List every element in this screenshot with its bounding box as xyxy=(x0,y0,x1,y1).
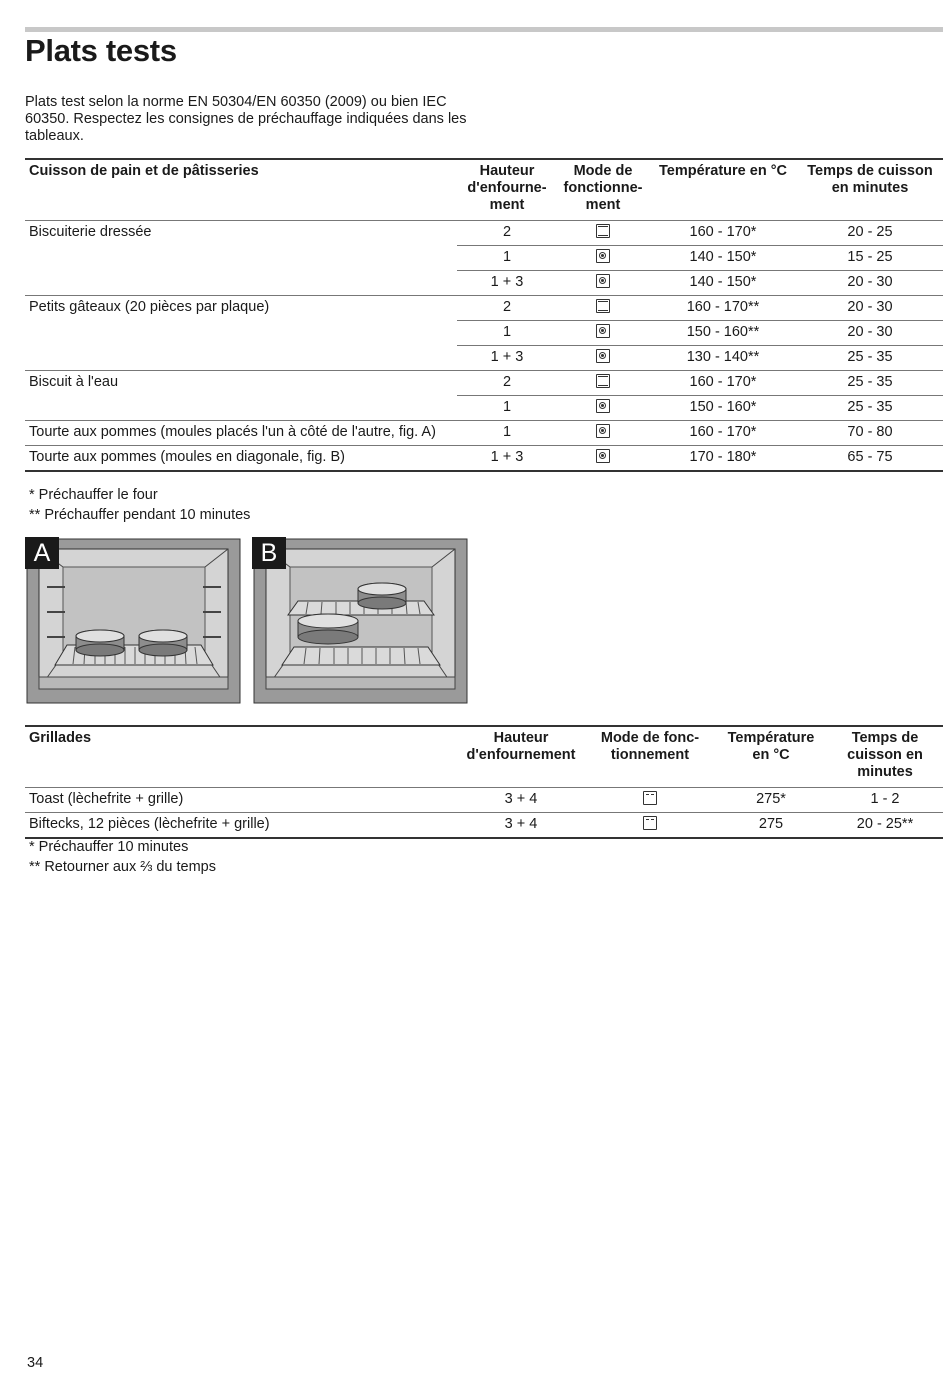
air-pulse-icon xyxy=(596,324,610,338)
table-row xyxy=(25,346,943,371)
note-line: * Préchauffer 10 minutes xyxy=(29,839,189,855)
air-pulse-icon xyxy=(596,274,610,288)
table-row xyxy=(25,371,943,396)
cell-temp: 160 - 170* xyxy=(649,221,797,246)
cell-time: 15 - 25 xyxy=(797,246,943,271)
col-header-time: Temps de cuisson en minutes xyxy=(807,163,933,196)
gril-icon xyxy=(643,791,657,805)
cell-dish: Tourte aux pommes (moules placés l'un à côté de l'autre, fig. A) xyxy=(25,421,457,446)
cell-temp: 275* xyxy=(715,788,827,813)
cell-time: 25 - 35 xyxy=(797,346,943,371)
table-row xyxy=(25,813,943,839)
cell-mode xyxy=(557,271,649,296)
page-title: Plats tests xyxy=(25,33,177,68)
cell-time: 25 - 35 xyxy=(797,371,943,396)
cell-mode xyxy=(557,221,649,246)
cell-temp: 150 - 160* xyxy=(649,396,797,421)
col-header-time: Temps de cuisson en minutes xyxy=(847,730,923,780)
air-pulse-icon xyxy=(596,249,610,263)
table-row xyxy=(25,396,943,421)
col-header-mode: Mode de fonc-tionnement xyxy=(600,730,700,763)
cell-dish: Petits gâteaux (20 pièces par plaque) xyxy=(25,296,457,321)
figure-a-label: A xyxy=(25,537,59,569)
col-header-level: Hauteur d'enfournement xyxy=(466,730,576,763)
note-line: ** Préchauffer pendant 10 minutes xyxy=(29,507,251,523)
cell-temp: 160 - 170** xyxy=(649,296,797,321)
cell-level: 1 + 3 xyxy=(457,346,557,371)
cell-level: 2 xyxy=(457,221,557,246)
cell-mode xyxy=(557,396,649,421)
page-number: 34 xyxy=(27,1355,44,1371)
cell-mode xyxy=(585,813,715,839)
note-line: ** Retourner aux ⅔ du temps xyxy=(29,859,216,875)
grill-notes xyxy=(29,837,216,877)
cell-dish: Biscuit à l'eau xyxy=(25,371,457,396)
table-row xyxy=(25,446,943,472)
cell-time: 65 - 75 xyxy=(797,446,943,472)
table-row xyxy=(25,246,943,271)
cell-time: 70 - 80 xyxy=(797,421,943,446)
cell-temp: 170 - 180* xyxy=(649,446,797,472)
cell-dish: Tourte aux pommes (moules en diagonale, fig. B) xyxy=(25,446,457,472)
cell-temp: 160 - 170* xyxy=(649,421,797,446)
cell-level: 1 xyxy=(457,321,557,346)
cell-time: 1 - 2 xyxy=(827,788,943,813)
table-row xyxy=(25,321,943,346)
cell-level: 1 + 3 xyxy=(457,446,557,472)
col-header-level: Hauteur d'enfourne-ment xyxy=(467,163,547,213)
cell-time: 20 - 30 xyxy=(797,321,943,346)
cell-dish xyxy=(25,246,457,271)
cell-temp: 140 - 150* xyxy=(649,246,797,271)
air-pulse-icon xyxy=(596,449,610,463)
cell-dish: Biscuiterie dressée xyxy=(25,221,457,246)
figure-b-label: B xyxy=(252,537,286,569)
cell-dish: Biftecks, 12 pièces (lèchefrite + grille) xyxy=(25,813,457,839)
cell-mode xyxy=(557,371,649,396)
cell-mode xyxy=(557,321,649,346)
intro-text: Plats test selon la norme EN 50304/EN 60350 (2009) ou bien IEC 60350. Respectez les consignes de préchauffage indiquées dans les tableaux. xyxy=(25,94,467,144)
grill-table xyxy=(25,725,943,839)
cell-mode xyxy=(557,296,649,321)
figure-a xyxy=(25,537,242,705)
cell-level: 3 + 4 xyxy=(457,813,585,839)
cell-mode xyxy=(585,788,715,813)
col-header-mode: Mode de fonctionne-ment xyxy=(563,163,643,213)
cell-temp: 140 - 150* xyxy=(649,271,797,296)
col-header-dish: Cuisson de pain et de pâtisseries xyxy=(29,163,259,179)
cell-temp: 130 - 140** xyxy=(649,346,797,371)
cell-level: 1 xyxy=(457,396,557,421)
table-row xyxy=(25,221,943,246)
table-row xyxy=(25,788,943,813)
table-row xyxy=(25,421,943,446)
cell-time: 20 - 25 xyxy=(797,221,943,246)
cell-level: 1 + 3 xyxy=(457,271,557,296)
cell-mode xyxy=(557,446,649,472)
cell-dish xyxy=(25,271,457,296)
cell-level: 2 xyxy=(457,296,557,321)
cell-time: 20 - 30 xyxy=(797,296,943,321)
cell-level: 3 + 4 xyxy=(457,788,585,813)
table-row xyxy=(25,296,943,321)
baking-table xyxy=(25,158,943,472)
cell-mode xyxy=(557,246,649,271)
cell-time: 20 - 25** xyxy=(827,813,943,839)
convection-naturelle-icon xyxy=(596,374,610,388)
cell-level: 2 xyxy=(457,371,557,396)
cell-level: 1 xyxy=(457,246,557,271)
convection-naturelle-icon xyxy=(596,299,610,313)
cell-time: 20 - 30 xyxy=(797,271,943,296)
figure-b xyxy=(252,537,469,705)
cell-mode xyxy=(557,346,649,371)
cell-dish: Toast (lèchefrite + grille) xyxy=(25,788,457,813)
cell-level: 1 xyxy=(457,421,557,446)
air-pulse-icon xyxy=(596,349,610,363)
cell-temp: 150 - 160** xyxy=(649,321,797,346)
cell-mode xyxy=(557,421,649,446)
top-rule xyxy=(25,27,943,32)
note-line: * Préchauffer le four xyxy=(29,487,158,503)
cell-dish xyxy=(25,396,457,421)
table-row xyxy=(25,271,943,296)
air-pulse-icon xyxy=(596,399,610,413)
gril-icon xyxy=(643,816,657,830)
convection-naturelle-icon xyxy=(596,224,610,238)
col-header-temp: Température en °C xyxy=(658,163,787,179)
cell-dish xyxy=(25,321,457,346)
col-header-temp: Température en °C xyxy=(727,730,815,763)
air-pulse-icon xyxy=(596,424,610,438)
cell-time: 25 - 35 xyxy=(797,396,943,421)
cell-temp: 275 xyxy=(715,813,827,839)
col-header-dish: Grillades xyxy=(29,730,92,746)
baking-notes xyxy=(29,485,250,525)
cell-dish xyxy=(25,346,457,371)
cell-temp: 160 - 170* xyxy=(649,371,797,396)
